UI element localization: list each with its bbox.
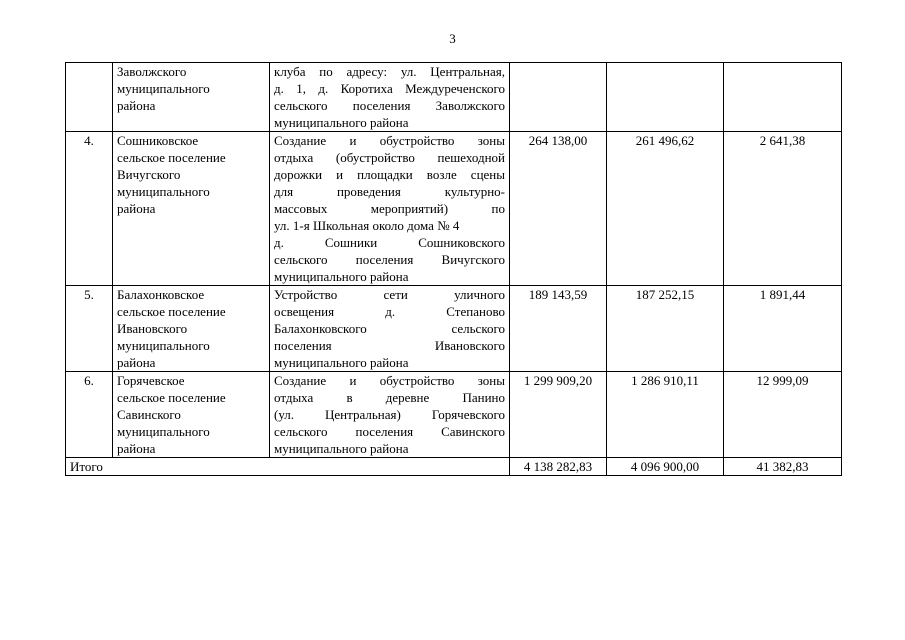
project-description-line: клуба по адресу: ул. Центральная, xyxy=(274,64,505,79)
table-row xyxy=(66,132,842,286)
local-amount-cell: 2 641,38 xyxy=(724,132,842,286)
municipality-name-line: Вичугского xyxy=(117,167,181,182)
totals-total-amount: 4 138 282,83 xyxy=(510,458,607,476)
total-amount-cell xyxy=(510,63,607,132)
project-description-line: массовых мероприятий) по xyxy=(274,201,505,216)
totals-label: Итого xyxy=(66,458,510,476)
municipality-name-cell xyxy=(113,286,270,372)
total-amount-cell: 1 299 909,20 xyxy=(510,372,607,458)
row-number-cell: 5. xyxy=(66,286,113,372)
project-description-line: освещения д. Степаново xyxy=(274,304,505,319)
project-description-line: Создание и обустройство зоны xyxy=(274,133,505,148)
project-description-cell xyxy=(270,372,510,458)
municipality-name-line: Савинского xyxy=(117,407,181,422)
municipality-name-line: сельское поселение xyxy=(117,390,226,405)
municipality-name-line: муниципального xyxy=(117,338,210,353)
municipality-name-line: Ивановского xyxy=(117,321,188,336)
regional-amount-cell xyxy=(607,63,724,132)
table-row-continuation xyxy=(66,63,842,132)
page-number: 3 xyxy=(449,31,456,46)
municipality-name-line: муниципального xyxy=(117,81,210,96)
table-row xyxy=(66,372,842,458)
row-number-cell: 4. xyxy=(66,132,113,286)
municipality-name-line: муниципального xyxy=(117,424,210,439)
project-description-line: дорожки и площадки возле сцены xyxy=(274,167,505,182)
row-number-cell: 6. xyxy=(66,372,113,458)
total-amount-cell: 189 143,59 xyxy=(510,286,607,372)
municipality-name-line: муниципального xyxy=(117,184,210,199)
municipality-name-line: района xyxy=(117,355,156,370)
municipality-name-line: Сошниковское xyxy=(117,133,199,148)
local-amount-cell: 12 999,09 xyxy=(724,372,842,458)
totals-local-amount: 41 382,83 xyxy=(724,458,842,476)
subsidy-table xyxy=(65,62,842,476)
project-description-line: отдыха в деревне Панино xyxy=(274,390,505,405)
municipality-name-cell xyxy=(113,63,270,132)
municipality-name-line: сельское поселение xyxy=(117,304,226,319)
local-amount-cell xyxy=(724,63,842,132)
row-number-cell xyxy=(66,63,113,132)
municipality-name-line: сельское поселение xyxy=(117,150,226,165)
municipality-name-cell xyxy=(113,132,270,286)
project-description-line: Балахонковского сельского xyxy=(274,321,505,336)
totals-row xyxy=(66,458,842,476)
municipality-name-line: района xyxy=(117,441,156,456)
total-amount-cell: 264 138,00 xyxy=(510,132,607,286)
project-description-line: д. 1, д. Коротиха Междуреченского xyxy=(274,81,505,96)
municipality-name-line: Балахонковское xyxy=(117,287,205,302)
regional-amount-cell: 187 252,15 xyxy=(607,286,724,372)
project-description-line: поселения Ивановского xyxy=(274,338,505,353)
regional-amount-cell: 261 496,62 xyxy=(607,132,724,286)
project-description-line: сельского поселения Заволжского xyxy=(274,98,505,113)
project-description-line: ул. 1-я Школьная около дома № 4 xyxy=(274,218,460,233)
project-description-line: муниципального района xyxy=(274,355,409,370)
project-description-cell xyxy=(270,63,510,132)
municipality-name-cell xyxy=(113,372,270,458)
project-description-line: Создание и обустройство зоны xyxy=(274,373,505,388)
project-description-line: сельского поселения Савинского xyxy=(274,424,505,439)
project-description-line: Устройство сети уличного xyxy=(274,287,505,302)
project-description-line: муниципального района xyxy=(274,269,409,284)
project-description-cell xyxy=(270,286,510,372)
project-description-line: (ул. Центральная) Горячевского xyxy=(274,407,505,422)
project-description-line: отдыха (обустройство пешеходной xyxy=(274,150,505,165)
project-description-line: сельского поселения Вичугского xyxy=(274,252,505,267)
municipality-name-line: района xyxy=(117,98,156,113)
project-description-line: д. Сошники Сошниковского xyxy=(274,235,505,250)
project-description-line: муниципального района xyxy=(274,441,409,456)
regional-amount-cell: 1 286 910,11 xyxy=(607,372,724,458)
totals-regional-amount: 4 096 900,00 xyxy=(607,458,724,476)
project-description-line: муниципального района xyxy=(274,115,409,130)
project-description-line: для проведения культурно- xyxy=(274,184,505,199)
municipality-name-line: Заволжского xyxy=(117,64,187,79)
municipality-name-line: района xyxy=(117,201,156,216)
project-description-cell xyxy=(270,132,510,286)
municipality-name-line: Горячевское xyxy=(117,373,185,388)
table-row xyxy=(66,286,842,372)
local-amount-cell: 1 891,44 xyxy=(724,286,842,372)
